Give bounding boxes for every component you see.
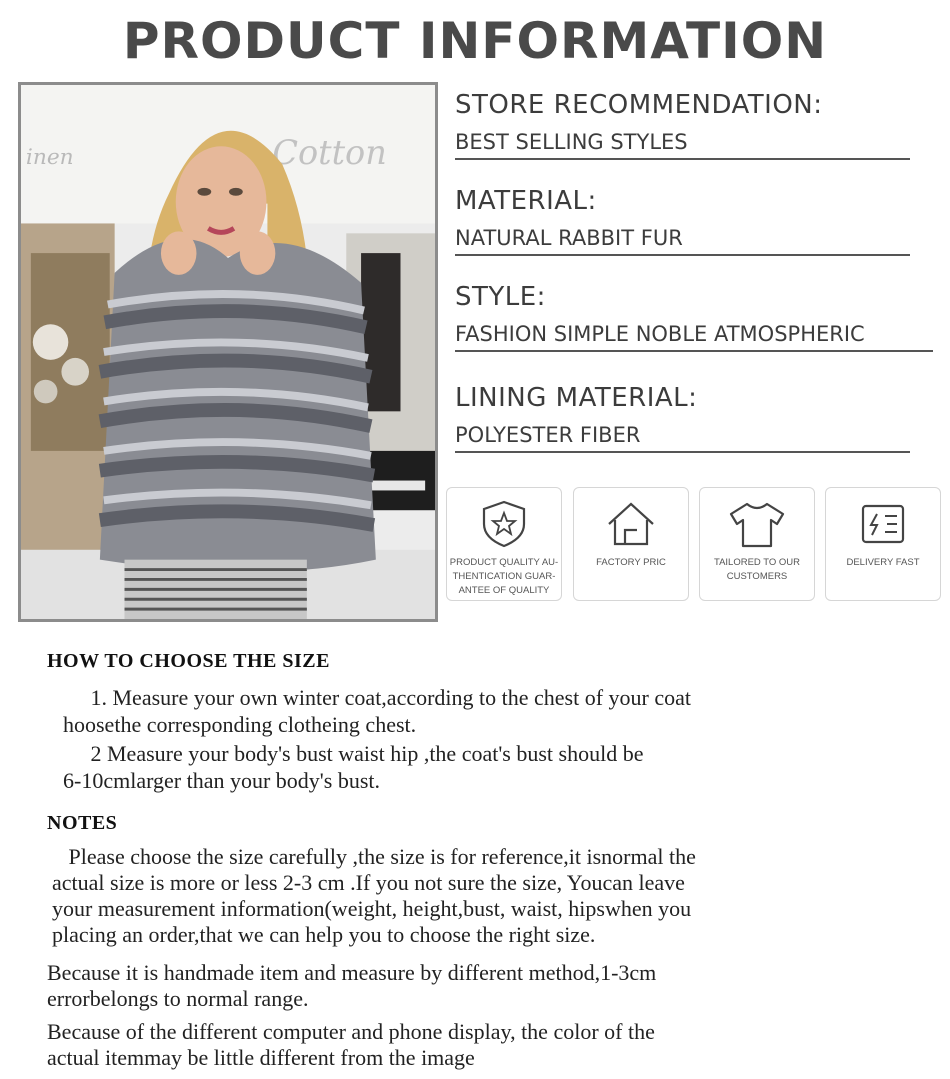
spec-store-recommendation	[455, 90, 910, 160]
shield-star-icon	[478, 498, 530, 550]
delivery-icon	[857, 498, 909, 550]
notes-line: your measurement information(weight, height,bust, waist, hipswhen you	[52, 896, 692, 921]
spec-label: STORE RECOMMENDATION:	[455, 90, 823, 120]
tailored-badge	[699, 487, 815, 601]
svg-text:inen: inen	[25, 145, 74, 171]
notes-line: placing an order,that we can help you to choose the right size.	[52, 922, 596, 947]
notes-line: Because it is handmade item and measure by different method,1-3cm	[47, 960, 657, 985]
spec-lining-material	[455, 383, 910, 453]
badge-label: DELIVERY FAST	[846, 557, 920, 568]
house-icon	[603, 498, 659, 550]
spec-label: MATERIAL:	[455, 186, 597, 216]
notes-line: errorbelongs to normal range.	[47, 986, 309, 1011]
spec-style	[455, 282, 933, 352]
page-title: PRODUCT INFORMATION	[122, 12, 828, 70]
quality-badge	[446, 487, 562, 601]
size-guide-line: 2 Measure your body's bust waist hip ,the coat's bust should be	[63, 741, 644, 766]
delivery-badge	[825, 487, 941, 601]
spec-material	[455, 186, 910, 256]
spec-value: BEST SELLING STYLES	[455, 130, 910, 160]
notes-line: actual size is more or less 2-3 cm .If you not sure the size, Youcan leave	[52, 870, 685, 895]
badge-label: FACTORY PRIC	[596, 557, 666, 568]
spec-label: STYLE:	[455, 282, 546, 312]
spec-value: NATURAL RABBIT FUR	[455, 226, 910, 256]
spec-label: LINING MATERIAL:	[455, 383, 698, 413]
product-photo	[18, 82, 438, 622]
svg-text:Cotton: Cotton	[272, 133, 387, 173]
notes-heading: NOTES	[47, 812, 118, 834]
spec-value: POLYESTER FIBER	[455, 423, 910, 453]
size-guide-line: 6-10cmlarger than your body's bust.	[63, 768, 381, 793]
notes-line: Because of the different computer and phone display, the color of the	[47, 1019, 655, 1044]
tshirt-icon	[727, 498, 787, 550]
notes-line: actual itemmay be little different from the image	[47, 1045, 475, 1070]
badge-label: PRODUCT QUALITY AU- THENTICATION GUAR- ANTEE OF QUALITY	[449, 557, 559, 596]
badge-label: TAILORED TO OUR CUSTOMERS	[713, 557, 801, 582]
size-guide-heading: HOW TO CHOOSE THE SIZE	[47, 650, 330, 672]
factory-price-badge	[573, 487, 689, 601]
notes-line: Please choose the size carefully ,the size is for reference,it isnormal the	[52, 844, 696, 869]
size-guide-line: hoosethe corresponding clotheing chest.	[63, 712, 417, 737]
size-guide-line: 1. Measure your own winter coat,according to the chest of your coat	[63, 685, 692, 710]
spec-value: FASHION SIMPLE NOBLE ATMOSPHERIC	[455, 322, 933, 352]
